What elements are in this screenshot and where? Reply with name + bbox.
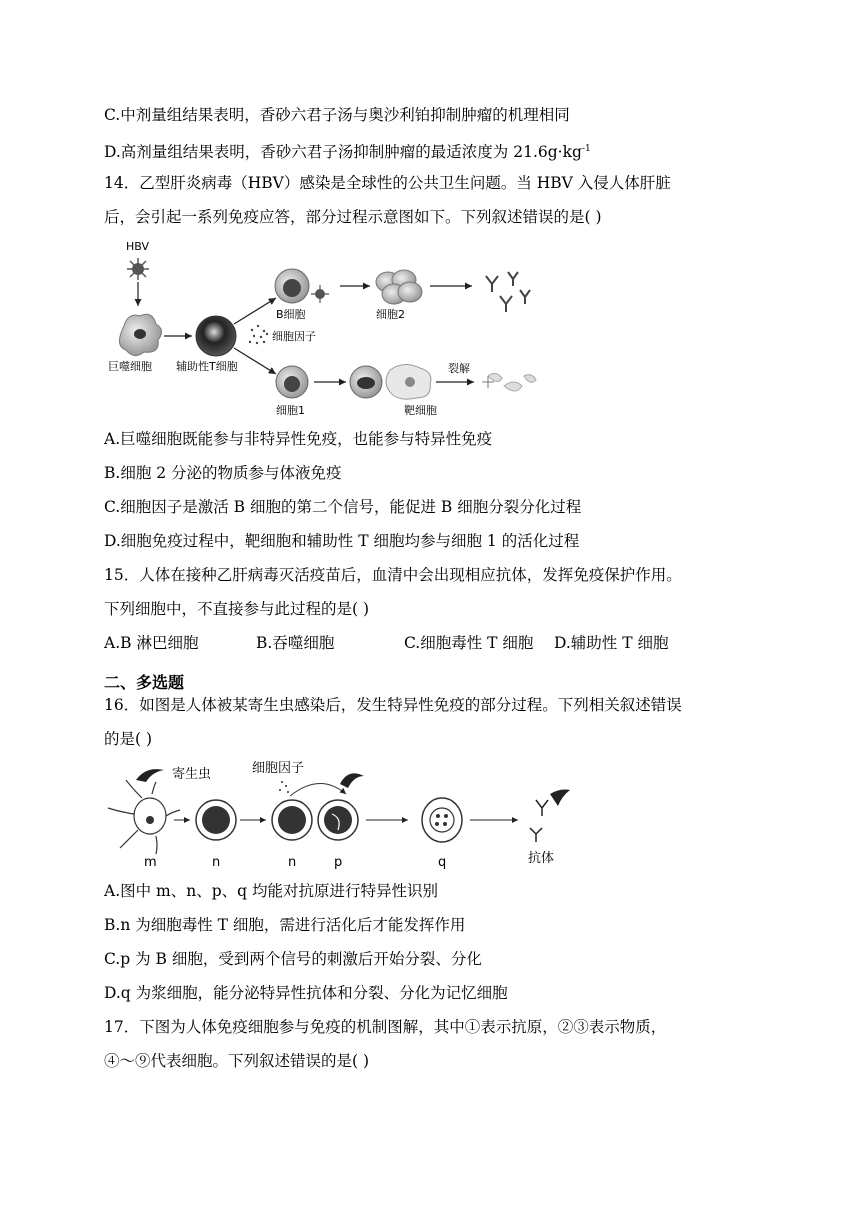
q16-option-d: D.q 为浆细胞，能分泌特异性抗体和分裂、分化为记忆细胞 xyxy=(104,984,508,1002)
q16-cytokine-dots-icon xyxy=(279,781,289,793)
q16-label-antibody: 抗体 xyxy=(528,851,555,866)
q15-option-c: C.细胞毒性 T 细胞 xyxy=(404,634,534,652)
q14-stem-line1: 14．乙型肝炎病毒（HBV）感染是全球性的公共卫生问题。当 HBV 入侵人体肝脏 xyxy=(104,174,671,192)
q14-label-cell2: 细胞2 xyxy=(376,308,405,321)
q14-option-b: B.细胞 2 分泌的物质参与体液免疫 xyxy=(104,464,342,482)
q14-label-hbv: HBV xyxy=(126,240,150,253)
hbv-virus-small-icon xyxy=(311,285,329,303)
q15-stem-line1: 15．人体在接种乙肝病毒灭活疫苗后，血清中会出现相应抗体，发挥免疫保护作用。 xyxy=(104,566,682,584)
q16-figure xyxy=(104,758,584,870)
q16-antibody-icons xyxy=(530,800,548,842)
q16-option-b: B.n 为细胞毒性 T 细胞，需进行活化后才能发挥作用 xyxy=(104,916,466,934)
plasma-cell-q-icon xyxy=(422,798,462,842)
q16-label-m: m xyxy=(144,855,157,870)
q16-option-c: C.p 为 B 细胞，受到两个信号的刺激后开始分裂、分化 xyxy=(104,950,482,968)
q14-label-helper-t: 辅助性T细胞 xyxy=(176,360,238,373)
q17-stem-line2: ④～⑨代表细胞。下列叙述错误的是( ) xyxy=(104,1052,370,1070)
q14-label-lysis: 裂解 xyxy=(448,362,470,375)
q14-stem-line2: 后，会引起一系列免疫应答，部分过程示意图如下。下列叙述错误的是( ) xyxy=(104,208,602,226)
q15-stem-line2: 下列细胞中，不直接参与此过程的是( ) xyxy=(104,600,370,618)
q17-stem-line1: 17．下图为人体免疫细胞参与免疫的机制图解，其中①表示抗原，②③表示物质， xyxy=(104,1018,667,1036)
q14-figure xyxy=(104,236,544,422)
parasite-icon-2 xyxy=(340,773,364,788)
q13-option-d-text: D.高剂量组结果表明，香砂六君子汤抑制肿瘤的最适浓度为 21.6g·kg xyxy=(104,143,582,162)
lysed-cell-fragments-icon xyxy=(488,373,536,391)
q16-stem-line2: 的是( ) xyxy=(104,730,153,748)
helper-t-cell-icon xyxy=(196,316,236,356)
cytokine-dots-icon xyxy=(249,325,268,344)
q14-label-target: 靶细胞 xyxy=(404,404,437,417)
parasite-icon-3 xyxy=(550,790,570,807)
q15-option-b: B.吞噬细胞 xyxy=(256,634,335,652)
q16-label-q: q xyxy=(438,855,447,870)
q16-label-parasite: 寄生虫 xyxy=(172,767,212,782)
q16-label-cytokine: 细胞因子 xyxy=(252,761,305,776)
q16-label-p: p xyxy=(334,855,343,870)
q16-label-n1: n xyxy=(212,855,221,870)
q14-option-d: D.细胞免疫过程中，靶细胞和辅助性 T 细胞均参与细胞 1 的活化过程 xyxy=(104,532,580,550)
antibody-icons xyxy=(486,272,530,312)
q14-option-c: C.细胞因子是激活 B 细胞的第二个信号，能促进 B 细胞分裂分化过程 xyxy=(104,498,582,516)
dendritic-cell-m-icon xyxy=(108,780,180,854)
q14-label-macrophage: 巨噬细胞 xyxy=(108,360,152,373)
q13-option-d xyxy=(104,138,591,163)
q15-option-a: A.B 淋巴细胞 xyxy=(104,634,199,652)
q14-option-a: A.巨噬细胞既能参与非特异性免疫，也能参与特异性免疫 xyxy=(104,430,493,448)
section-heading-multiple-choice: 二、多选题 xyxy=(104,673,185,692)
q15-option-d: D.辅助性 T 细胞 xyxy=(554,634,669,652)
q14-label-b-cell: B细胞 xyxy=(276,308,306,321)
parasite-icon-1 xyxy=(136,769,164,782)
plasma-cell-cluster-icon xyxy=(376,270,422,304)
q13-option-c: C.中剂量组结果表明，香砂六君子汤与奥沙利铂抑制肿瘤的机理相同 xyxy=(104,106,570,124)
q16-stem-line1: 16．如图是人体被某寄生虫感染后，发生特异性免疫的部分过程。下列相关叙述错误 xyxy=(104,696,682,714)
q14-label-cell1: 细胞1 xyxy=(276,404,305,417)
q14-label-cytokine: 细胞因子 xyxy=(272,330,316,343)
q16-option-a: A.图中 m、n、p、q 均能对抗原进行特异性识别 xyxy=(104,882,439,900)
hbv-virus-icon xyxy=(127,258,149,280)
q13-option-d-superscript: -1 xyxy=(581,144,591,154)
q16-label-n2: n xyxy=(288,855,297,870)
